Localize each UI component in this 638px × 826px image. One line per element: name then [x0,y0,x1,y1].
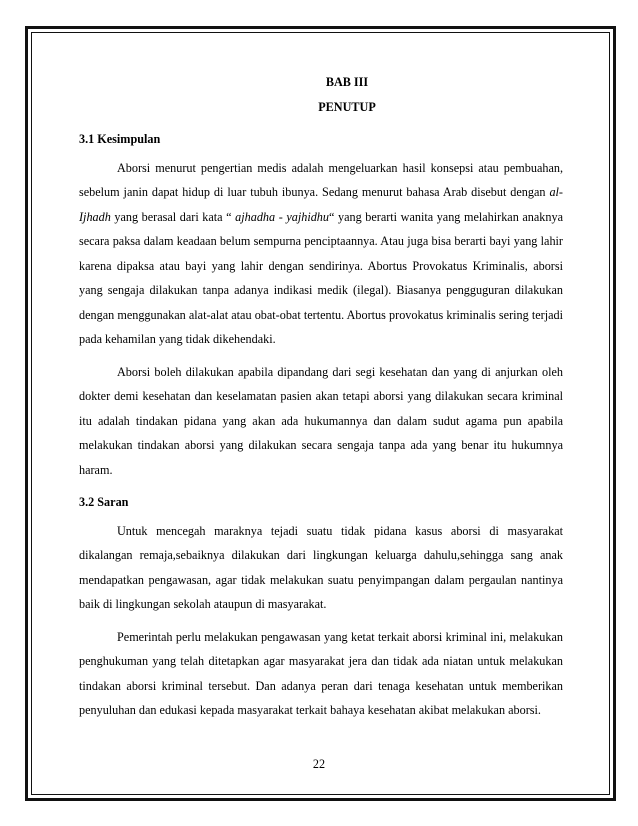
chapter-title: PENUTUP [318,99,376,114]
page-number: 22 [312,757,326,771]
italic-term: al-Ijhadh [79,185,563,224]
paragraph-kesimpulan-1 [79,156,563,352]
paragraph-text: Aborsi menurut pengertian medis adalah mengeluarkan hasil konsepsi atau pembuahan, sebelum janin dapat hidup di luar tubuh ibunya. Sedang menurut bahasa Arab disebut dengan [79,160,563,199]
chapter-label: BAB III [325,75,369,89]
section-heading-kesimpulan: 3.1 Kesimpulan [79,132,161,146]
paragraph-saran-1: Untuk mencegah maraknya tejadi suatu tidak pidana kasus aborsi di masyarakat dikalangan remaja,sebaiknya dilakukan dari lingkungan keluarga dahulu,sehingga sang anak mendapatkan pengawasan, agar tidak melakukan suatu penyimpangan dalam pergaulan nantinya baik di lingkungan sekolah ataupun di masyarakat. [79,523,563,611]
document-body [79,70,563,731]
paragraph-text: “ yang berarti wanita yang melahirkan anaknya secara paksa dalam keadaan belum sempurna penciptaannya. Atau juga bisa berarti bayi yang lahir karena dipaksa atau bayi yang lahir dengan sendirinya. Abortus Provokatus Kriminalis, aborsi yang sengaja dilakukan tanpa adanya indikasi medik (ilegal). Biasanya pengguguran dilakukan dengan menggunakan alat-alat atau obat-obat tertentu. Abortus provokatus kriminalis sering terjadi pada kehamilan yang tidak dikehendaki. [79,209,563,346]
paragraph-saran-2: Pemerintah perlu melakukan pengawasan yang ketat terkait aborsi kriminal ini, melakukan penghukuman yang telah ditetapkan agar masyarakat jera dan tidak ada niatan untuk melakukan tindakan aborsi kriminal tersebut. Dan adanya peran dari tenaga kesehatan untuk memberikan penyuluhan dan edukasi kepada masyarakat terkait bahaya kesehatan akibat melakukan aborsi. [79,629,563,717]
paragraph-text: yang berasal dari kata “ [110,209,236,224]
italic-term: ajhadha - yajhidhu [235,209,329,224]
paragraph-kesimpulan-2: Aborsi boleh dilakukan apabila dipandang dari segi kesehatan dan yang di anjurkan oleh dokter demi kesehatan dan keselamatan pasien akan tetapi aborsi yang dilakukan secara kriminal itu adalah tindakan pidana yang akan ada hukumannya dan dalam sudut agama pun apabila melakukan tindakan aborsi yang dilakukan secara sengaja tanpa ada yang benar itu hukumnya haram. [79,364,563,477]
section-heading-saran: 3.2 Saran [79,495,129,509]
